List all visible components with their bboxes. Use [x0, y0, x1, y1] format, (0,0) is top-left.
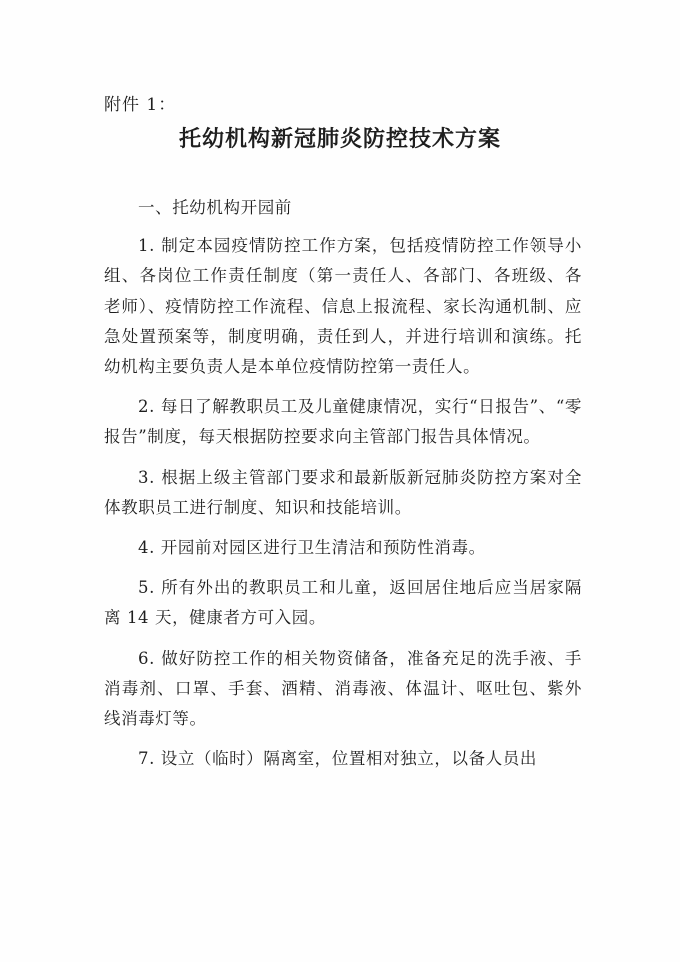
- document-body: [104, 193, 582, 784]
- paragraph-item-6: 6. 做好防控工作的相关物资储备，准备充足的洗手液、手消毒剂、口罩、手套、酒精、消毒液、体温计、呕吐包、紫外线消毒灯等。: [104, 648, 582, 729]
- paragraph-item-7: 7. 设立（临时）隔离室，位置相对独立，以备人员出: [138, 749, 537, 769]
- attachment-label: 附件 1：: [104, 95, 177, 115]
- paragraph-item-1: 1. 制定本园疫情防控工作方案，包括疫情防控工作领导小组、各岗位工作责任制度（第一责任人、各部门、各班级、各老师）、疫情防控工作流程、信息上报流程、家长沟通机制、应急处置预案等，制度明确，责任到人，并进行培训和演练。托幼机构主要负责人是本单位疫情防控第一责任人。: [104, 236, 582, 377]
- document-title: 托幼机构新冠肺炎防控技术方案: [178, 127, 501, 152]
- paragraph-item-3: 3. 根据上级主管部门要求和最新版新冠肺炎防控方案对全体教职员工进行制度、知识和技能培训。: [104, 467, 582, 517]
- section-heading: 一、托幼机构开园前: [138, 198, 292, 217]
- paragraph-item-5: 5. 所有外出的教职员工和儿童，返回居住地后应当居家隔离 14 天，健康者方可入园。: [104, 578, 582, 628]
- paragraph-item-2: 2. 每日了解教职员工及儿童健康情况，实行“日报告”、“零报告”制度，每天根据防控要求向主管部门报告具体情况。: [104, 397, 582, 447]
- paragraph-item-4: 4. 开园前对园区进行卫生清洁和预防性消毒。: [138, 538, 486, 558]
